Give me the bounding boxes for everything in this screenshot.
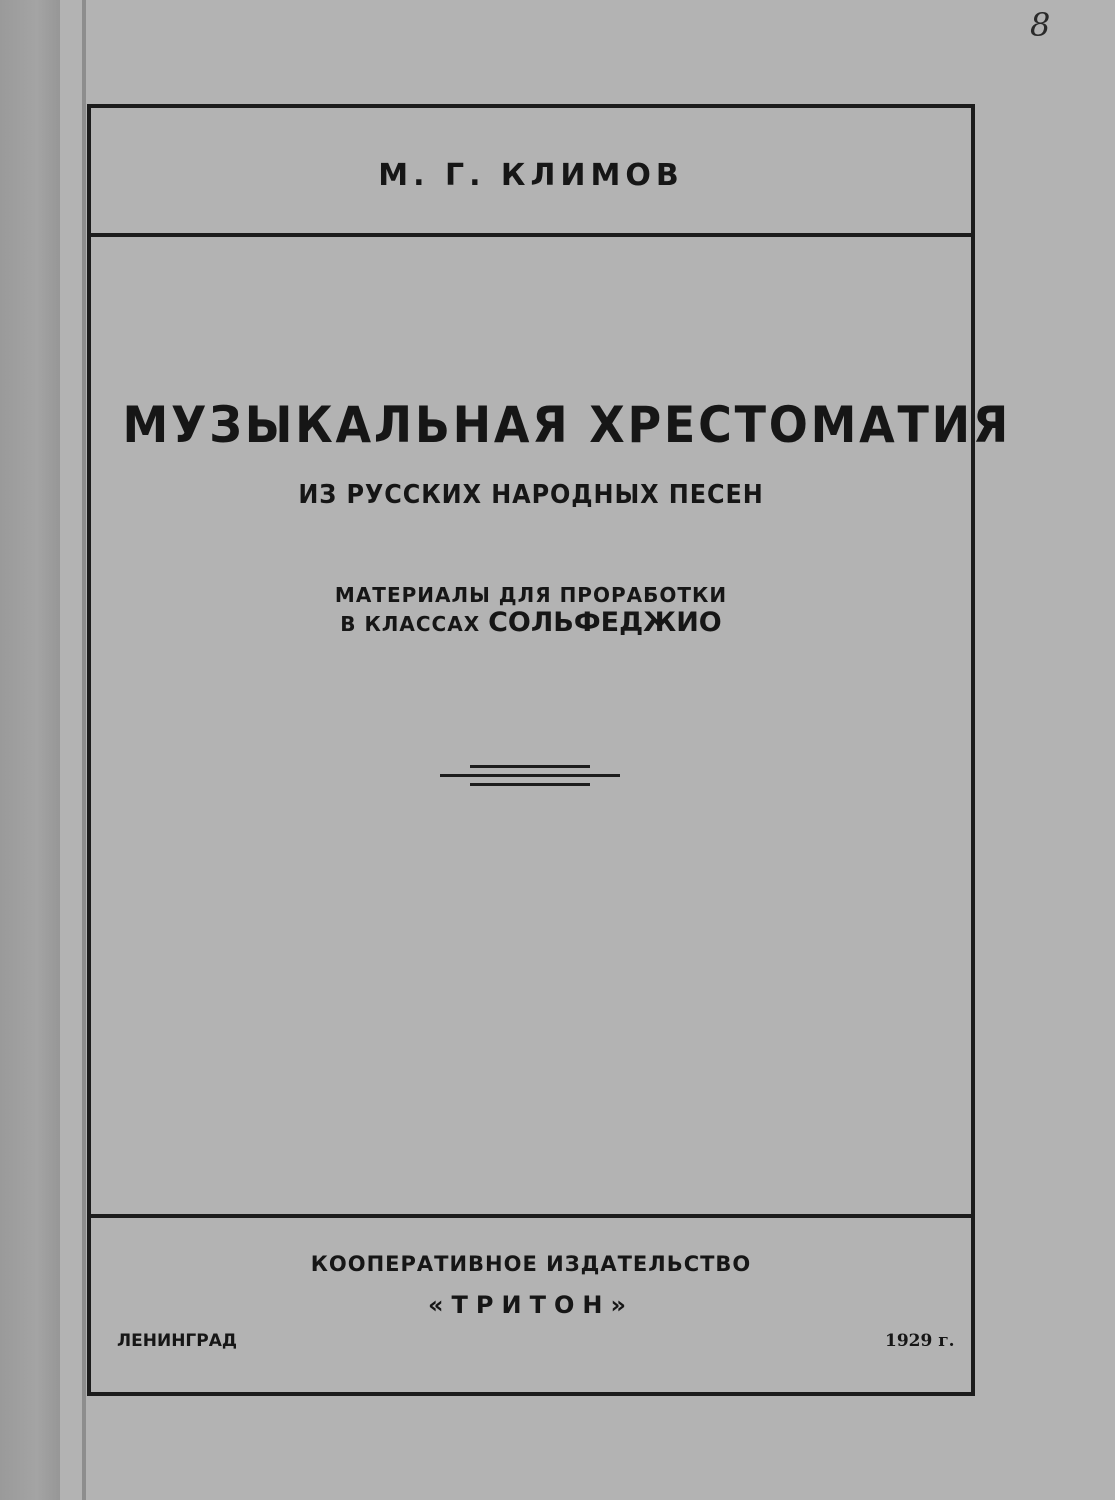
ornament-line-middle [440,774,620,777]
publication-year: 1929 г. [885,1331,955,1351]
materials-line-2-emphasis: СОЛЬФЕДЖИО [488,607,722,638]
ornament-line-bottom [470,783,590,786]
spine-edge [82,0,86,1500]
publication-city: ЛЕНИНГРАД [117,1331,238,1351]
publisher-name: «ТРИТОН» [428,1291,634,1319]
materials-line-2-prefix: В КЛАССАХ [340,612,489,636]
book-title: МУЗЫКАЛЬНАЯ ХРЕСТОМАТИЯ [122,396,1012,454]
handwritten-mark: 8 [1030,6,1051,44]
author-name: М. Г. КЛИМОВ [378,158,684,193]
cover-frame [87,104,1012,1396]
author-divider [87,233,975,237]
materials-line-2 [87,607,975,638]
publisher-divider [87,1214,975,1218]
publisher-label: КООПЕРАТИВНОЕ ИЗДАТЕЛЬСТВО [310,1252,752,1276]
ornament-line-top [470,765,590,768]
materials-line-1: МАТЕРИАЛЫ ДЛЯ ПРОРАБОТКИ [334,583,728,607]
book-subtitle: ИЗ РУССКИХ НАРОДНЫХ ПЕСЕН [298,480,764,510]
